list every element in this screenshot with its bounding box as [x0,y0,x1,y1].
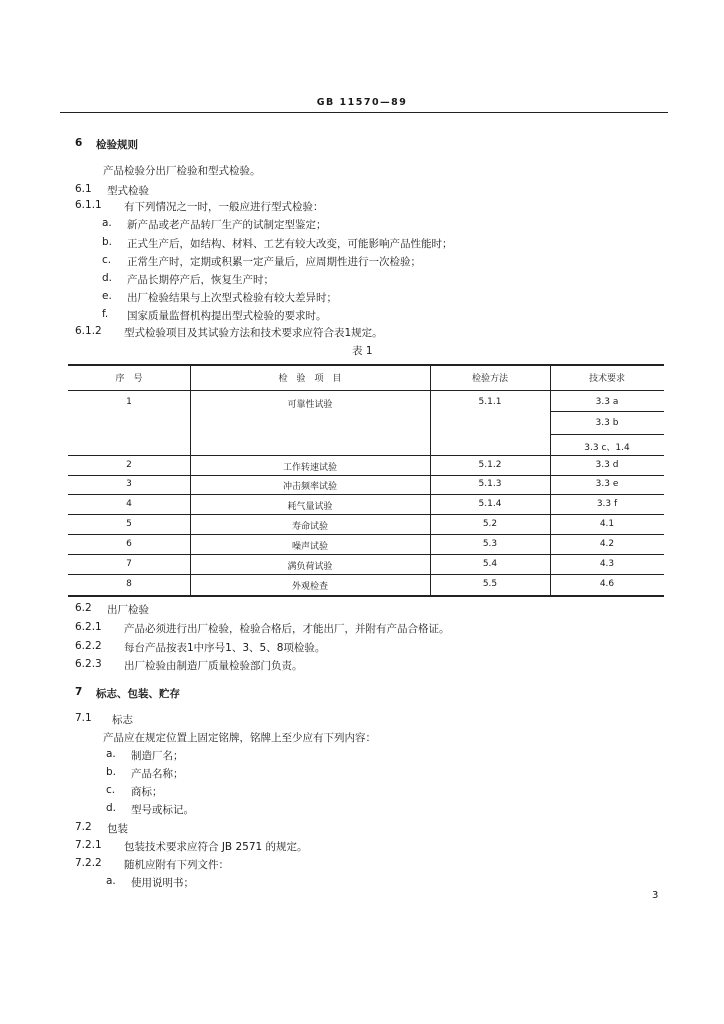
header-rule [60,112,668,113]
table-cell-item: 满负荷试验 [287,562,333,572]
s71-item-text: 型号或标记。 [131,804,194,816]
s71-item-label: d. [106,802,117,814]
table-cell-seq: 4 [126,499,132,509]
table-cell-method: 5.5 [482,579,498,589]
table-cell-item: 可靠性试验 [287,400,333,410]
s611-item-label: c. [102,254,112,266]
table-rule [68,475,664,476]
s612-number: 6.1.2 [75,325,102,337]
table-rule [68,494,664,495]
s71-item-text: 商标； [131,786,163,798]
s722-item-text: 使用说明书； [131,877,194,889]
table-rule [68,455,664,456]
table-cell-item: 冲击频率试验 [282,482,337,492]
s71-title: 标志 [112,714,133,726]
s611-item-label: a. [102,217,112,229]
table-cell-requirement: 3.3 f [596,499,618,509]
s722-item-label: a. [106,875,116,887]
s611-item-label: b. [102,236,113,248]
s611-item-text: 正式生产后，如结构、材料、工艺有较大改变，可能影响产品性能时； [127,238,453,250]
table-header-item: 检 验 项 目 [278,374,342,384]
s611-item-text: 出厂检验结果与上次型式检验有较大差异时； [127,292,337,304]
section-6-title: 检验规则 [96,139,138,151]
table-rule [68,364,664,366]
table-rule [68,514,664,515]
s612-text: 型式检验项目及其试验方法和技术要求应符合表1规定。 [124,327,383,339]
s61-title: 型式检验 [107,185,149,197]
table-cell-method: 5.1.4 [478,499,502,509]
s621-number: 6.2.1 [75,621,102,633]
s622-number: 6.2.2 [75,640,102,652]
table-cell-requirement: 4.3 [599,559,615,569]
s71-intro: 产品应在规定位置上固定铭牌，铭牌上至少应有下列内容： [103,732,376,744]
s72-title: 包装 [107,823,128,835]
s611-item-text: 新产品或老产品转厂生产的试制定型鉴定； [127,219,327,231]
section-7-number: 7 [75,686,83,698]
section-6-intro: 产品检验分出厂检验和型式检验。 [103,165,261,177]
s62-title: 出厂检验 [107,604,149,616]
s722-text: 随机应附有下列文件： [124,859,229,871]
table-cell-method: 5.3 [482,539,498,549]
table-cell-requirement: 4.2 [599,539,615,549]
table-header-method: 检验方法 [471,374,508,384]
s611-item-label: e. [102,290,112,302]
table-cell-seq: 1 [126,397,132,407]
s71-item-label: a. [106,748,116,760]
s611-item-text: 产品长期停产后，恢复生产时； [127,274,274,286]
s71-item-label: b. [106,766,117,778]
table-cell-requirement: 3.3 a [595,397,619,407]
table-header-requirement: 技术要求 [588,374,625,384]
s72-number: 7.2 [75,821,92,833]
table-caption: 表 1 [352,345,373,357]
table-cell-item: 寿命试验 [291,522,328,532]
table-cell-seq: 6 [126,539,132,549]
table-cell-item: 噪声试验 [291,542,328,552]
s71-number: 7.1 [75,712,92,724]
s721-number: 7.2.1 [75,839,102,851]
s611-item-text: 正常生产时，定期或积累一定产量后，应周期性进行一次检验； [127,256,421,268]
s61-number: 6.1 [75,183,92,195]
s621-text: 产品必须进行出厂检验，检验合格后，才能出厂，并附有产品合格证。 [124,623,450,635]
s611-item-label: d. [102,272,113,284]
s622-text: 每台产品按表1中序号1、3、5、8项检验。 [124,642,326,654]
section-6-number: 6 [75,137,83,149]
table-rule [550,411,664,412]
s721-text: 包装技术要求应符合 JB 2571 的规定。 [124,841,308,853]
s611-item-text: 国家质量监督机构提出型式检验的要求时。 [127,310,327,322]
table-rule [68,390,664,391]
table-cell-item: 耗气量试验 [287,502,333,512]
table-cell-requirement: 4.6 [599,579,615,589]
table-rule [68,554,664,555]
table-cell-method: 5.1.2 [478,460,502,470]
table-rule [68,534,664,535]
table-header-seq: 序 号 [115,374,143,384]
table-rule [68,574,664,575]
s62-number: 6.2 [75,602,92,614]
s71-item-text: 产品名称； [131,768,184,780]
table-cell-method: 5.1.1 [478,397,502,407]
table-cell-requirement: 3.3 e [595,479,619,489]
table-cell-seq: 5 [126,519,132,529]
table-cell-item: 工作转速试验 [282,463,337,473]
table-cell-method: 5.1.3 [478,479,502,489]
s611-text: 有下列情况之一时，一般应进行型式检验： [124,201,324,213]
s71-item-text: 制造厂名； [131,750,184,762]
page-number: 3 [652,890,659,901]
table-cell-seq: 3 [126,479,132,489]
s623-text: 出厂检验由制造厂质量检验部门负责。 [124,660,303,672]
table-cell-requirement: 3.3 c、1.4 [584,443,630,453]
table-cell-item: 外观检查 [291,582,328,592]
table-rule [68,595,664,597]
s611-number: 6.1.1 [75,199,102,211]
s722-number: 7.2.2 [75,857,102,869]
s623-number: 6.2.3 [75,658,102,670]
section-7-title: 标志、包装、贮存 [96,688,180,700]
table-cell-requirement: 3.3 b [595,418,619,428]
table-rule [550,434,664,435]
s71-item-label: c. [106,784,116,796]
table-cell-seq: 7 [126,559,132,569]
table-cell-seq: 2 [126,460,132,470]
s611-item-label: f. [102,308,109,320]
table-cell-requirement: 3.3 d [595,460,619,470]
table-cell-method: 5.2 [482,519,498,529]
standard-number: GB 11570—89 [316,97,408,108]
table-cell-seq: 8 [126,579,132,589]
table-cell-requirement: 4.1 [599,519,615,529]
table-cell-method: 5.4 [482,559,498,569]
inspection-table [68,364,664,596]
